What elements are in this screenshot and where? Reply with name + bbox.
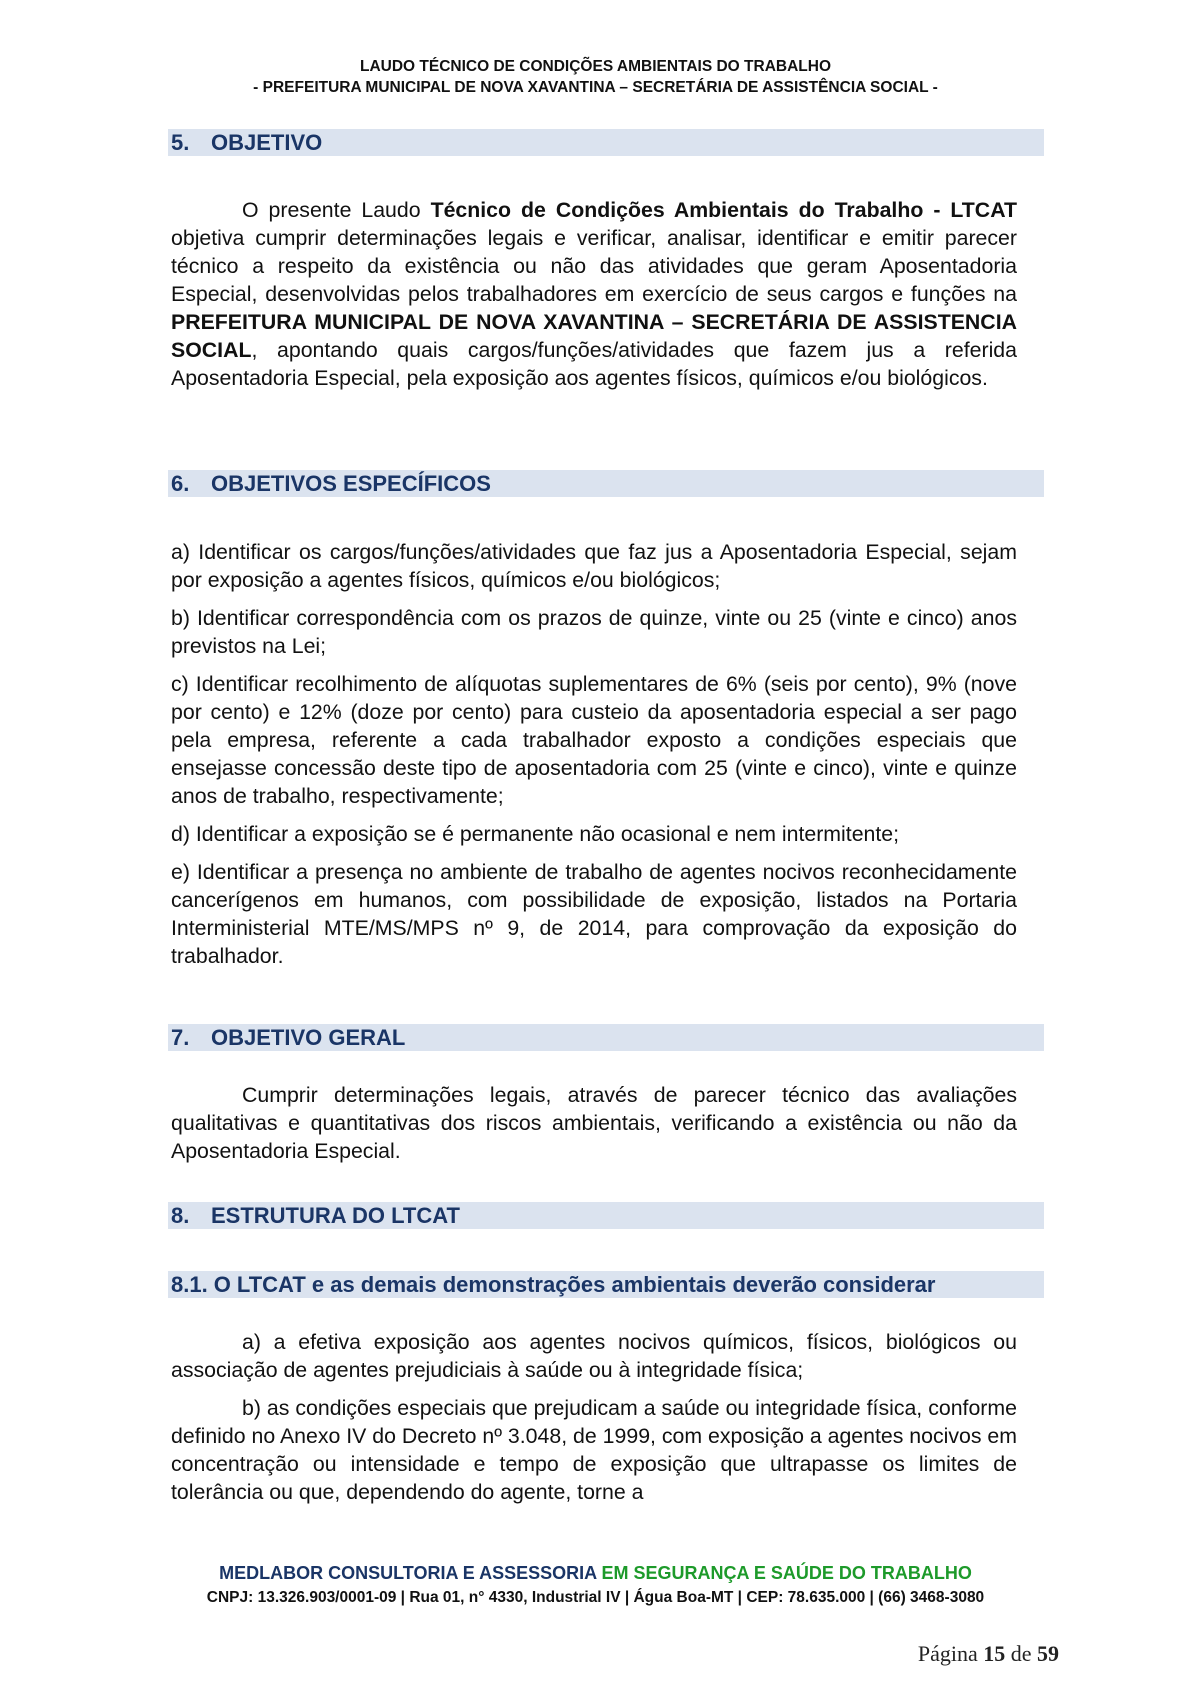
text-run: objetiva cumprir determinações legais e verificar, analisar, identificar e emitir parecer técnico a respeito da existência ou não das atividades que geram Aposentadoria Especial, desenvolvidas pelos trabalhadores em exercício de seus cargos e funções na [171, 226, 1017, 306]
section-heading-8 [168, 1202, 1044, 1229]
section-number: 7. [171, 1025, 190, 1050]
list-item: a) a efetiva exposição aos agentes nocivos químicos, físicos, biológicos ou associação de agentes prejudiciais à saúde ou à integridade física; [171, 1330, 1017, 1382]
bold-text: PREFEITURA MUNICIPAL DE NOVA XAVANTINA – SECRETÁRIA DE ASSISTENCIA SOCIAL [171, 310, 1017, 362]
section-heading-5 [168, 129, 1044, 156]
section-6-list [171, 538, 1017, 970]
subsection-heading-8-1 [168, 1271, 1044, 1298]
paragraph [171, 196, 1017, 392]
section-5-body [171, 196, 1017, 392]
list-item: e) Identificar a presença no ambiente de trabalho de agentes nocivos reconhecidamente cancerígenos em humanos, com possibilidade de exposição, listados na Portaria Interministerial MTE/MS/MPS nº 9, de 2014, para comprovação da exposição do trabalhador. [171, 860, 1017, 968]
list-item: d) Identificar a exposição se é permanente não ocasional e nem intermitente; [171, 822, 900, 846]
bold-text: Técnico de Condições Ambientais do Trabalho - LTCAT [430, 198, 1017, 222]
text-run: , apontando quais cargos/funções/atividades que fazem jus a referida Aposentadoria Especial, pela exposição aos agentes físicos, químicos e/ou biológicos. [171, 338, 1017, 390]
section-number: 8.1. [171, 1272, 208, 1297]
list-item: b) as condições especiais que prejudicam a saúde ou integridade física, conforme definido no Anexo IV do Decreto nº 3.048, de 1999, com exposição a agentes nocivos em concentração ou intensidade e tempo de exposição que ultrapasse os limites de tolerância ou que, dependendo do agente, torne a [171, 1396, 1018, 1504]
text-run: O presente Laudo [242, 198, 431, 222]
document-header [0, 56, 1191, 98]
total-pages: 59 [1037, 1641, 1059, 1666]
section-title: O LTCAT e as demais demonstrações ambientais deverão considerar [213, 1272, 936, 1297]
list-item: a) Identificar os cargos/funções/atividades que faz jus a Aposentadoria Especial, sejam por exposição a agentes físicos, químicos e/ou biológicos; [171, 540, 1017, 592]
footer-company-tagline: EM SEGURANÇA E SAÚDE DO TRABALHO [601, 1563, 972, 1583]
footer-company [0, 1563, 1191, 1584]
list-item: b) Identificar correspondência com os prazos de quinze, vinte ou 25 (vinte e cinco) anos previstos na Lei; [171, 606, 1017, 658]
header-subtitle: - PREFEITURA MUNICIPAL DE NOVA XAVANTINA – SECRETÁRIA DE ASSISTÊNCIA SOCIAL - [253, 79, 938, 96]
page-number [918, 1641, 1059, 1667]
footer-company-name: MEDLABOR CONSULTORIA E ASSESSORIA [219, 1563, 597, 1583]
section-7-body [171, 1081, 1017, 1165]
current-page: 15 [983, 1641, 1006, 1666]
page-label: Página [917, 1641, 978, 1666]
section-8-1-list [171, 1328, 1017, 1506]
section-number: 5. [171, 130, 190, 155]
section-title: OBJETIVOS ESPECÍFICOS [211, 471, 491, 496]
section-heading-6 [168, 470, 1044, 497]
section-title: ESTRUTURA DO LTCAT [211, 1203, 460, 1228]
section-number: 6. [171, 471, 190, 496]
section-title: OBJETIVO GERAL [211, 1025, 406, 1050]
section-number: 8. [171, 1203, 190, 1228]
footer-address: CNPJ: 13.326.903/0001-09 | Rua 01, n° 4330, Industrial IV | Água Boa-MT | CEP: 78.635.000 | (66) 3468-3080 [206, 1589, 985, 1606]
section-title: OBJETIVO [211, 130, 323, 155]
list-item: c) Identificar recolhimento de alíquotas suplementares de 6% (seis por cento), 9% (nove por cento) e 12% (doze por cento) para custeio da aposentadoria especial a ser pago pela empresa, referente a cada trabalhador exposto a condições especiais que ensejasse concessão deste tipo de aposentadoria com 25 (vinte e cinco), vinte e quinze anos de trabalho, respectivamente; [171, 672, 1017, 808]
header-title: LAUDO TÉCNICO DE CONDIÇÕES AMBIENTAIS DO TRABALHO [359, 58, 832, 75]
section-heading-7 [168, 1024, 1044, 1051]
paragraph: Cumprir determinações legais, através de parecer técnico das avaliações qualitativas e quantitativas dos riscos ambientais, verificando a existência ou não da Aposentadoria Especial. [171, 1083, 1017, 1163]
page-of-label: de [1010, 1641, 1032, 1666]
